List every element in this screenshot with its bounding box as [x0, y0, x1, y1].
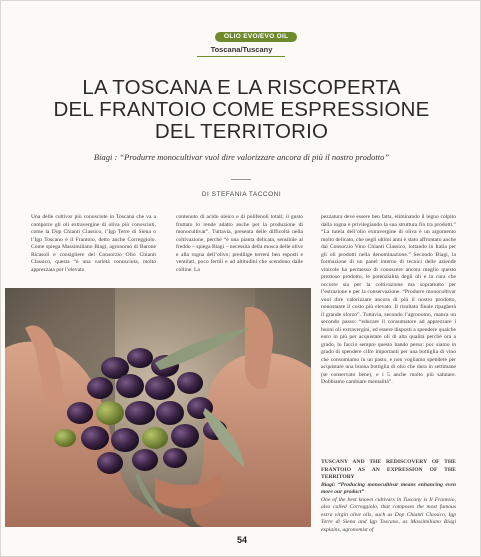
- hands-holding-olives-photo: [5, 288, 311, 527]
- body-column-2: contenuto di acido oleico e di polifenoli totali; il gusto fruttato lo rende adatto anche per la produzione di monocultivar”. Tuttavia, presenta delle difficoltà nella coltivazione, perché “è una pianta delicata, sensibile al freddo – spiega Biagi – necessita della mosca delle olive e alla rogna dell’olivo; predilige terreni ben esposti e ventilati, poco fertili e ad altitudini che scendono dalle colline. La: [176, 214, 303, 273]
- olive-photo-illustration: [5, 288, 311, 527]
- english-subtitle: Biagi: “Producing monocultivar means enhancing even more our product”: [321, 481, 456, 495]
- english-title: TUSCANY AND THE REDISCOVERY OF THE FRANTOIO AS AN EXPRESSION OF THE TERRITORY: [321, 459, 456, 480]
- body-column-3: pezzatura deve essere ben fatta, eliminando il legno colpito dalla rogna e privilegiando la sua struttura fin tra prodotti.” “La tutela dell’olio extravergine di oliva è un argomento molto delicato, che negli ultimi anni è stato affrontato anche dal Consorzio Vino Chianti Classico, lottando in Italia per gli oli prodotti nella denominazione.” Secondo Biagi, la formazione di un panel interno di tecnici delle aziende vinicole ha permesso di conoscere ancora meglio questo prezioso prodotto, le potenzialità degli oli e la cura che occorre sia per la coltivazione ma soprattutto per l’estrazione e per la conservazione. “Produrre monocultivar vuol dire valorizzare ancora di più il nostro prodotto, nonostante il costo più elevato. Il risultato finale ripagherà il grande sforzo”. Tuttavia, secondo l’agronomo, manca un secondo passo: “educare il consumatore ad apprezzare i buoni oli extravergini, ed essere disposti a spendere qualche euro in più per acquistare oli di alta qualità perché ora a grado, lo faccio sempre questo bando perso: poc siamo in grado di spendere cifre importanti per una bottiglia di vino che consumiamo in un pasto, e non vogliamo spendere per acquistare una buona bottiglia di olio che dura in settimane (se conservato bene), e i 5 anche molto più salutare. Dobbiamo cambiare mentalità”.: [321, 214, 456, 385]
- english-body: One of the best known cultivars in Tuscany is Il Frantoio, also called Correggiolo, that composes the most famous extra virgin olive oils, such as Dop Chianti Classico, Igp Terre di Siena and Igp Toscano, as Massimiliano Biagi explains, agronomist of: [321, 496, 456, 533]
- author-byline: DI STEFANIA TACCONI: [201, 191, 282, 198]
- body-column-1: Una delle cultivar più conosciute in Toscana che va a comporre gli oli extravergine di oliva più conosciuti, come la Dop Chianti Classico, l’Igp Terre di Siena o l’Igp Toscano è il Frantoio, detto anche Correggiolo. Come spiega Massimiliano Biagi, agronomo di Barone Ricasoli e consigliere del Consorzio Olio Chianti Classico, questa “è una varietà conosciuta, molto apprezzata per l’elevato: [31, 214, 156, 273]
- section-label: Toscana/Tuscany: [210, 45, 273, 54]
- subtitle-divider: [231, 179, 251, 180]
- article-title: [21, 77, 462, 143]
- title-line-1: LA TOSCANA E LA RISCOPERTA: [82, 76, 401, 99]
- section-divider: [197, 56, 285, 57]
- title-line-3: DEL TERRITORIO: [154, 120, 329, 143]
- title-line-2: DEL FRANTOIO COME ESPRESSIONE: [53, 98, 430, 121]
- english-summary: [321, 459, 456, 534]
- page-number: 54: [236, 535, 247, 545]
- article-subtitle: Biagi : “Produrre monocultivar vuol dire valorizzare ancora di più il nostro prodotto”: [93, 152, 390, 162]
- category-badge: OLIO EVO/EVO OIL: [215, 32, 297, 42]
